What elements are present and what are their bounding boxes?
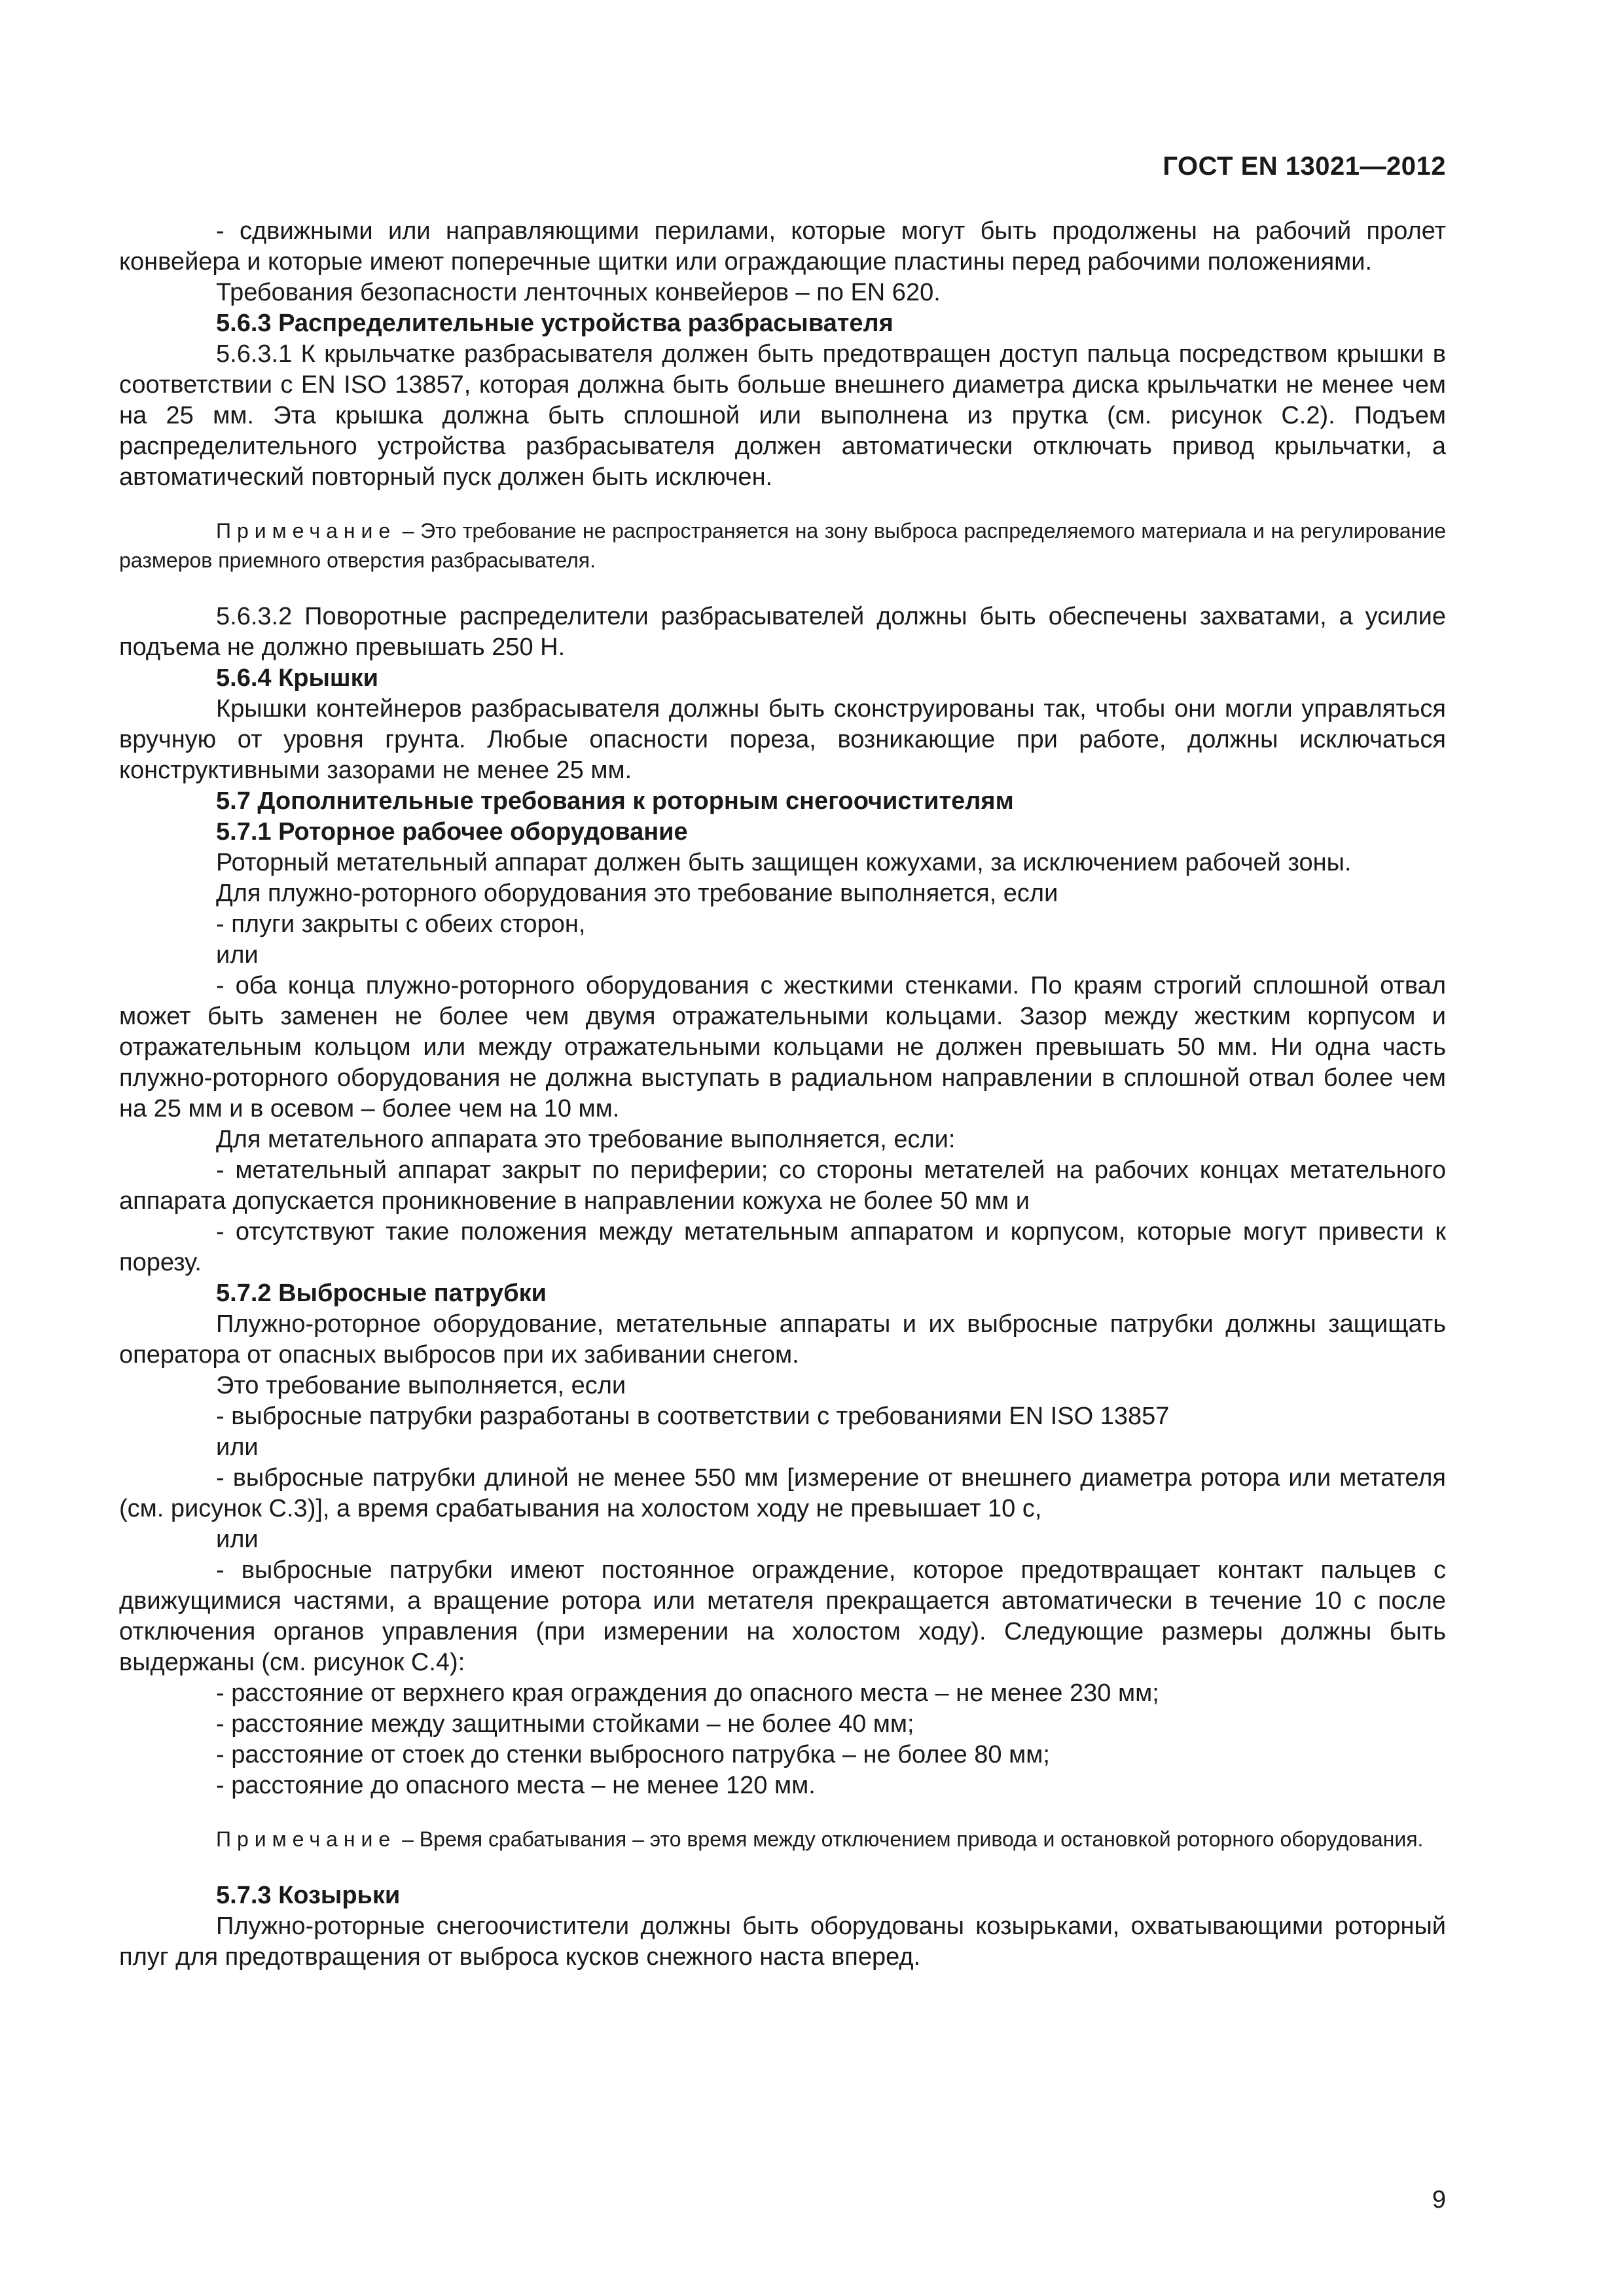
- section-heading-5-7: 5.7 Дополнительные требования к роторным снегоочистителям: [216, 787, 1014, 815]
- list-item: - выбросные патрубки длиной не менее 550 мм [измерение от внешнего диаметра ротора или метателя (см. рисунок С.3)], а время срабатывания на холостом ходу не превышает 10 с,: [119, 1464, 1446, 1522]
- page-number: 9: [1432, 2186, 1446, 2214]
- paragraph: Роторный метательный аппарат должен быть защищен кожухами, за исключением рабочей зоны.: [216, 849, 1352, 876]
- paragraph: Для метательного аппарата это требование выполняется, если:: [216, 1126, 956, 1153]
- list-item: - отсутствуют такие положения между метательным аппаратом и корпусом, которые могут привести к порезу.: [119, 1218, 1446, 1276]
- standard-header: ГОСТ EN 13021—2012: [1163, 152, 1446, 181]
- list-item: - плуги закрыты с обеих сторон,: [216, 910, 586, 938]
- paragraph: или: [216, 1526, 259, 1553]
- note-1: [119, 516, 1446, 575]
- note-text: – Время срабатывания – это время между отключением привода и остановкой роторного оборудования.: [396, 1827, 1424, 1851]
- list-item: - расстояние от стоек до стенки выбросного патрубка – не более 80 мм;: [216, 1741, 1050, 1768]
- paragraph: или: [216, 941, 259, 969]
- note-2: [119, 1825, 1446, 1854]
- section-heading-5-7-3: 5.7.3 Козырьки: [216, 1882, 401, 1909]
- paragraph: 5.6.3.1 К крыльчатке разбрасывателя должен быть предотвращен доступ пальца посредством крышки в соответствии с EN ISO 13857, которая должна быть больше внешнего диаметра диска крыльчатки не менее чем на 25 мм. Эта крышка должна быть сплошной или выполнена из прутка (см. рисунок С.2). Подъем распределительного устройства разбрасывателя должен автоматически отключать привод крыльчатки, а автоматический повторный пуск должен быть исключен.: [119, 340, 1446, 491]
- list-item: - расстояние от верхнего края ограждения до опасного места – не менее 230 мм;: [216, 1679, 1159, 1707]
- paragraph: - сдвижными или направляющими перилами, которые могут быть продолжены на рабочий пролет конвейера и которые имеют поперечные щитки или ограждающие пластины перед рабочими положениями.: [119, 217, 1446, 276]
- paragraph: 5.6.3.2 Поворотные распределители разбрасывателей должны быть обеспечены захватами, а усилие подъема не должно превышать 250 Н.: [119, 603, 1446, 661]
- list-item: - оба конца плужно-роторного оборудования с жесткими стенками. По краям строгий сплошной отвал может быть заменен не более чем двумя отражательными кольцами. Зазор между жестким корпусом и отражательным кольцом или между отражательными кольцами не должен превышать 50 мм. Ни одна часть плужно-роторного оборудования не должна выступать в радиальном направлении в сплошной отвал более чем на 25 мм и в осевом – более чем на 10 мм.: [119, 972, 1446, 1122]
- section-heading-5-6-4: 5.6.4 Крышки: [216, 664, 378, 692]
- list-item: - выбросные патрубки разработаны в соответствии с требованиями EN ISO 13857: [216, 1403, 1170, 1430]
- paragraph: Крышки контейнеров разбрасывателя должны быть сконструированы так, чтобы они могли управляться вручную от уровня грунта. Любые опасности пореза, возникающие при работе, должны исключаться конструктивными зазорами не менее 25 мм.: [119, 695, 1446, 784]
- section-heading-5-7-2: 5.7.2 Выбросные патрубки: [216, 1280, 547, 1307]
- paragraph: Требования безопасности ленточных конвейеров – по EN 620.: [216, 279, 941, 306]
- list-item: - расстояние до опасного места – не менее 120 мм.: [216, 1772, 816, 1799]
- document-body: [119, 216, 1446, 1973]
- paragraph: Плужно-роторные снегоочистители должны быть оборудованы козырьками, охватывающими роторный плуг для предотвращения от выброса кусков снежного наста вперед.: [119, 1912, 1446, 1971]
- section-heading-5-7-1: 5.7.1 Роторное рабочее оборудование: [216, 818, 688, 846]
- list-item: - расстояние между защитными стойками – не более 40 мм;: [216, 1710, 914, 1738]
- list-item: - выбросные патрубки имеют постоянное ограждение, которое предотвращает контакт пальцев с движущимися частями, а вращение ротора или метателя прекращается автоматически в течение 10 с после отключения органов управления (при измерении на холостом ходу). Следующие размеры должны быть выдержаны (см. рисунок С.4):: [119, 1556, 1446, 1676]
- paragraph: или: [216, 1433, 259, 1461]
- note-label: Примечание: [216, 1827, 397, 1851]
- paragraph: Это требование выполняется, если: [216, 1372, 626, 1399]
- note-label: Примечание: [216, 519, 397, 543]
- paragraph: Плужно-роторное оборудование, метательные аппараты и их выбросные патрубки должны защищать оператора от опасных выбросов при их забивании снегом.: [119, 1310, 1446, 1369]
- section-heading-5-6-3: 5.6.3 Распределительные устройства разбрасывателя: [216, 310, 893, 337]
- note-text: – Это требование не распространяется на зону выброса распределяемого материала и на регулирование размеров приемного отверстия разбрасывателя.: [119, 519, 1446, 572]
- paragraph: Для плужно-роторного оборудования это требование выполняется, если: [216, 880, 1058, 907]
- list-item: - метательный аппарат закрыт по периферии; со стороны метателей на рабочих концах метательного аппарата допускается проникновение в направлении кожуха не более 50 мм и: [119, 1157, 1446, 1215]
